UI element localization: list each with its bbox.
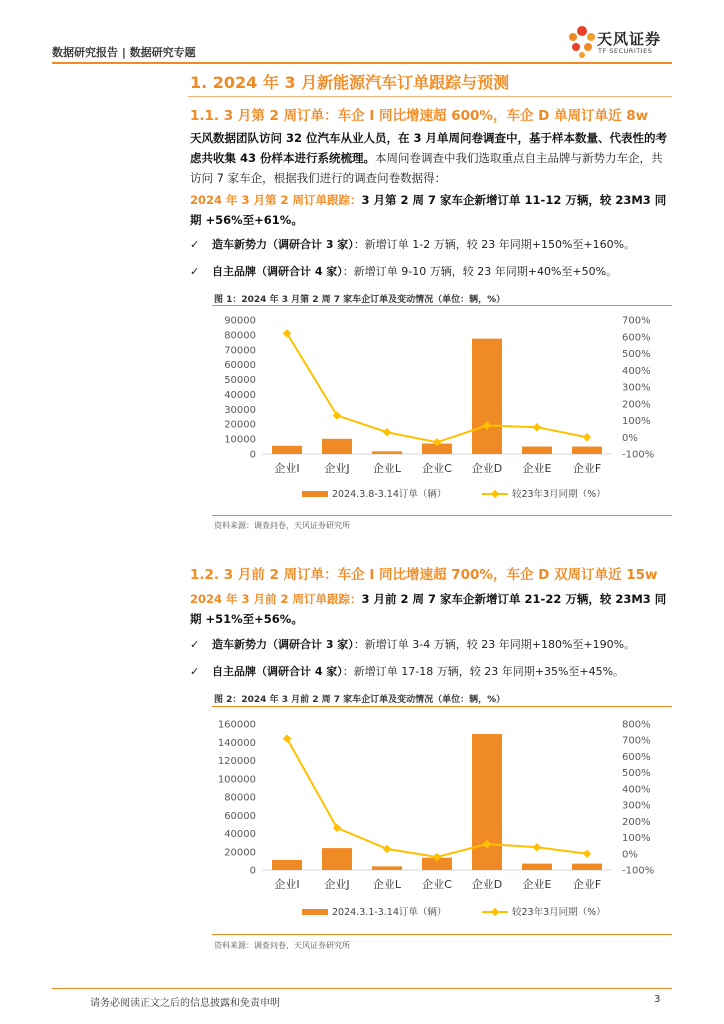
category-label: 企业I <box>274 878 300 891</box>
figure-2-title: 图 2：2024 年 3 月前 2 周 7 家车企订单及变动情况（单位：辆，%） <box>214 695 506 705</box>
page-number: 3 <box>654 994 661 1005</box>
legend-bar-swatch <box>302 909 328 915</box>
right-axis-tick-label: 200% <box>622 399 651 411</box>
legend-line-marker <box>491 908 499 916</box>
right-axis-tick-label: 300% <box>622 382 651 394</box>
section-1-1-tracking <box>190 190 672 230</box>
figure-1-source: 资料来源：调查问卷，天风证券研究所 <box>214 521 350 530</box>
figure-2-divider <box>212 706 672 707</box>
bullet-text: ：新增订单 1-2 万辆，较 23 年同期+150%至+160%。 <box>353 238 636 251</box>
legend-bar-label: 2024.3.1-3.14订单（辆） <box>332 907 447 918</box>
left-axis-tick-label: 40000 <box>224 389 256 401</box>
logo-mark-icon <box>567 22 597 58</box>
left-axis-tick-label: 30000 <box>224 404 256 416</box>
right-axis-tick-label: 500% <box>622 349 651 360</box>
bar <box>322 439 352 454</box>
bar <box>472 734 502 870</box>
bar <box>472 339 502 454</box>
right-axis-tick-label: 400% <box>622 784 651 796</box>
bar <box>522 864 552 870</box>
left-axis-tick-label: 20000 <box>224 847 256 859</box>
figure-1-title: 图 1：2024 年 3 月第 2 周 7 家车企订单及变动情况（单位：辆，%） <box>214 295 506 305</box>
bullet-new-forces <box>190 236 635 252</box>
right-axis-tick-label: 400% <box>622 365 651 377</box>
bullet-own-brands <box>190 663 624 679</box>
bullet-title: 自主品牌（调研合计 4 家） <box>212 265 343 278</box>
main-heading: 1. 2024 年 3 月新能源汽车订单跟踪与预测 <box>190 73 510 92</box>
right-axis-tick-label: 0% <box>622 432 638 444</box>
left-axis-tick-label: 20000 <box>224 419 256 431</box>
left-axis-tick-label: 120000 <box>217 756 256 767</box>
line-point <box>383 845 391 853</box>
bar <box>372 866 402 870</box>
right-axis-tick-label: 700% <box>622 315 651 327</box>
category-label: 企业J <box>324 878 350 891</box>
left-axis-tick-label: 40000 <box>224 829 256 840</box>
left-axis-tick-label: 10000 <box>224 434 256 446</box>
section-1-2-tracking <box>190 589 672 629</box>
left-axis-tick-label: 0 <box>249 865 256 877</box>
heading-divider <box>188 96 672 97</box>
line-point <box>583 433 591 441</box>
figure-1-bottom-divider <box>212 515 672 516</box>
category-label: 企业E <box>522 878 552 891</box>
right-axis-tick-label: -100% <box>622 449 655 461</box>
left-axis-tick-label: 0 <box>249 449 256 461</box>
company-logo <box>567 22 677 62</box>
bar <box>522 447 552 454</box>
line-point <box>533 423 541 431</box>
bullet-title: 造车新势力（调研合计 3 家） <box>212 238 354 251</box>
bullet-text: ：新增订单 3-4 万辆，较 23 年同期+180%至+190%。 <box>353 638 636 651</box>
figure-2-chart <box>212 712 672 932</box>
bullet-new-forces <box>190 636 635 652</box>
bullet-text: ：新增订单 9-10 万辆，较 23 年同期+40%至+50%。 <box>342 265 618 278</box>
bullet-title: 自主品牌（调研合计 4 家） <box>212 665 343 678</box>
intro-bold-text: 天风数据团队访问 32 位汽车从业人员，在 3 月单周问卷调查中，基于样本数量、代表性的考虑共收集 43 份样本进行系统梳理。 <box>190 131 668 165</box>
right-axis-tick-label: 200% <box>622 816 651 828</box>
category-label: 企业L <box>372 878 402 891</box>
checkmark-icon: ✓ <box>190 238 200 251</box>
right-axis-tick-label: -100% <box>622 865 655 877</box>
checkmark-icon: ✓ <box>190 638 200 651</box>
right-axis-tick-label: 600% <box>622 332 651 344</box>
yoy-line <box>287 739 587 857</box>
section-1-1-intro <box>190 128 672 188</box>
figure-2-bottom-divider <box>212 934 672 935</box>
bar <box>322 848 352 870</box>
bar <box>572 864 602 870</box>
section-1-2-title: 1.2. 3 月前 2 周订单：车企 I 同比增速超 700%，车企 D 双周订单近 15w <box>190 567 658 583</box>
figure-2-source: 资料来源：调查问卷，天风证券研究所 <box>214 941 350 950</box>
left-axis-tick-label: 100000 <box>217 774 256 786</box>
right-axis-tick-label: 700% <box>622 735 651 747</box>
footer-divider <box>52 988 672 989</box>
line-point <box>283 734 291 742</box>
left-axis-tick-label: 90000 <box>224 315 256 327</box>
category-label: 企业C <box>422 462 452 475</box>
header-divider <box>52 62 672 64</box>
line-point <box>383 428 391 436</box>
right-axis-tick-label: 300% <box>622 800 651 812</box>
logo-text-en: TF SECURITIES <box>598 47 653 55</box>
category-label: 企业D <box>471 878 503 891</box>
category-label: 企业D <box>471 462 503 475</box>
section-1-1-title: 1.1. 3 月第 2 周订单：车企 I 同比增速超 600%，车企 D 单周订单近 8w <box>190 108 649 124</box>
right-axis-tick-label: 500% <box>622 768 651 780</box>
left-axis-tick-label: 60000 <box>224 810 256 822</box>
footer-disclaimer: 请务必阅读正文之后的信息披露和免责申明 <box>90 998 280 1009</box>
left-axis-tick-label: 80000 <box>224 792 256 804</box>
tracking-label: 2024 年 3 月前 2 周订单跟踪： <box>190 592 362 606</box>
legend-bar-label: 2024.3.8-3.14订单（辆） <box>332 489 447 500</box>
figure-1-chart <box>212 308 672 513</box>
left-axis-tick-label: 70000 <box>224 345 256 357</box>
bar <box>572 447 602 454</box>
legend-bar-swatch <box>302 491 328 497</box>
category-label: 企业F <box>572 462 602 475</box>
tracking-text: 3 月第 2 周 7 家车企新增订单 11-12 万辆，较 23M3 同期 +56%至+61%。 <box>190 193 667 227</box>
checkmark-icon: ✓ <box>190 665 200 678</box>
logo-text-cn: 天风证券 <box>597 30 662 48</box>
right-axis-tick-label: 0% <box>622 849 638 861</box>
legend-line-label: 较23年3月同期（%） <box>512 907 606 918</box>
line-point <box>583 850 591 858</box>
tracking-label: 2024 年 3 月第 2 周订单跟踪： <box>190 193 362 207</box>
category-label: 企业J <box>324 462 350 475</box>
bullet-own-brands <box>190 263 617 279</box>
category-label: 企业F <box>572 878 602 891</box>
bullet-text: ：新增订单 17-18 万辆，较 23 年同期+35%至+45%。 <box>342 665 625 678</box>
intro-rest-text: 本周问卷调查中我们选取重点自主品牌与新势力车企，共访问 7 家车企，根据我们进行的调查问卷数据得： <box>190 151 663 185</box>
right-axis-tick-label: 100% <box>622 833 651 845</box>
line-point <box>333 824 341 832</box>
yoy-line <box>287 333 587 442</box>
left-axis-tick-label: 60000 <box>224 360 256 372</box>
bar <box>272 860 302 870</box>
bar <box>272 446 302 454</box>
checkmark-icon: ✓ <box>190 265 200 278</box>
legend-line-label: 较23年3月同期（%） <box>512 489 606 500</box>
category-label: 企业I <box>274 462 300 475</box>
legend-line-marker <box>491 490 499 498</box>
category-label: 企业L <box>372 462 402 475</box>
report-header-section: 数据研究报告 | 数据研究专题 <box>52 46 196 59</box>
category-label: 企业E <box>522 462 552 475</box>
category-label: 企业C <box>422 878 452 891</box>
tracking-text: 3 月前 2 周 7 家车企新增订单 21-22 万辆，较 23M3 同期 +51%至+56%。 <box>190 592 667 626</box>
left-axis-tick-label: 50000 <box>224 375 256 387</box>
left-axis-tick-label: 80000 <box>224 330 256 342</box>
left-axis-tick-label: 160000 <box>217 719 256 731</box>
right-axis-tick-label: 100% <box>622 416 651 427</box>
left-axis-tick-label: 140000 <box>217 737 256 749</box>
bullet-title: 造车新势力（调研合计 3 家） <box>212 638 354 651</box>
figure-1-divider <box>212 305 672 306</box>
right-axis-tick-label: 800% <box>622 719 651 731</box>
right-axis-tick-label: 600% <box>622 751 651 763</box>
line-point <box>533 843 541 851</box>
bar <box>372 451 402 454</box>
